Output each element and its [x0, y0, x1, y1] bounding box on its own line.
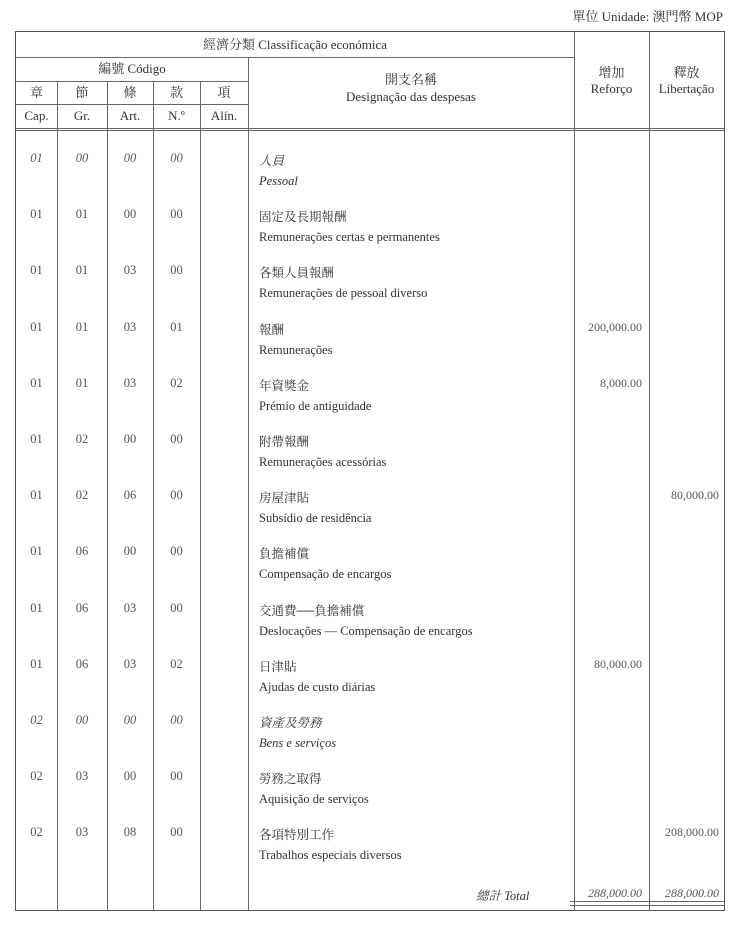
- code-art: 03: [123, 320, 137, 334]
- code-cap: 01: [30, 376, 43, 390]
- designation-zh: 負擔補償: [259, 547, 310, 561]
- code-gr: 00: [75, 713, 89, 727]
- designation-zh: 資產及勞務: [259, 716, 322, 730]
- code-gr: 06: [75, 657, 89, 671]
- code-gr: 01: [75, 376, 89, 390]
- designation-pt: Prémio de antiguidade: [259, 399, 372, 413]
- designation-pt: Remunerações acessórias: [259, 455, 387, 469]
- code-gr: 02: [75, 432, 89, 446]
- code-n: 00: [170, 263, 183, 277]
- col-n-pt: N.º: [168, 108, 185, 123]
- amount-libertacao: 208,000.00: [665, 825, 719, 839]
- code-n: 02: [170, 376, 183, 390]
- code-cap: 01: [30, 601, 43, 615]
- designation-zh: 附帶報酬: [259, 435, 310, 449]
- designation-zh: 人員: [259, 154, 285, 168]
- designation: [259, 320, 333, 358]
- designation: [259, 207, 440, 245]
- designation-header-pt: Designação das despesas: [346, 89, 476, 104]
- designation-zh: 報酬: [259, 323, 285, 337]
- code-art: 00: [123, 713, 137, 727]
- code-cap: 02: [30, 769, 43, 783]
- code-cap: 01: [30, 320, 43, 334]
- classification-header: 經濟分類 Classificação económica: [202, 37, 388, 52]
- designation-pt: Pessoal: [259, 174, 298, 188]
- code-art: 03: [123, 376, 137, 390]
- code-n: 01: [170, 320, 183, 334]
- code-cap: 01: [30, 432, 43, 446]
- designation-zh: 固定及長期報酬: [259, 210, 347, 224]
- designation: [259, 657, 375, 695]
- code-gr: 01: [75, 263, 89, 277]
- code-art: 00: [123, 544, 137, 558]
- designation-zh: 各項特別工作: [259, 828, 335, 842]
- code-art: 00: [123, 769, 137, 783]
- libertacao-header-pt: Libertação: [658, 81, 715, 96]
- code-n: 00: [170, 151, 183, 165]
- designation-zh: 勞務之取得: [259, 772, 322, 786]
- designation: [259, 432, 386, 470]
- code-gr: 03: [75, 769, 89, 783]
- code-art: 03: [123, 263, 137, 277]
- designation: [259, 601, 473, 639]
- amount-reforco: 80,000.00: [594, 657, 642, 671]
- code-gr: 06: [75, 544, 89, 558]
- designation-zh: 各類人員報酬: [259, 266, 335, 280]
- total-libertacao: 288,000.00: [665, 886, 719, 900]
- designation-pt: Compensação de encargos: [259, 567, 392, 581]
- code-n: 00: [170, 488, 183, 502]
- designation: [259, 713, 336, 751]
- col-art-pt: Art.: [119, 108, 141, 123]
- designation: [259, 825, 402, 863]
- code-n: 00: [170, 601, 183, 615]
- code-gr: 01: [75, 320, 89, 334]
- designation: [259, 376, 371, 414]
- code-header: 編號 Código: [98, 61, 166, 76]
- code-cap: 01: [30, 207, 43, 221]
- designation: [259, 151, 298, 189]
- col-n-zh: 款: [169, 85, 183, 100]
- designation-pt: Deslocações — Compensação de encargos: [259, 624, 473, 638]
- unit-label: 單位 Unidade: 澳門幣 MOP: [572, 9, 723, 24]
- col-alin-pt: Alín.: [210, 108, 238, 123]
- code-art: 03: [123, 657, 137, 671]
- code-gr: 01: [75, 207, 89, 221]
- code-cap: 01: [30, 151, 43, 165]
- designation-pt: Ajudas de custo diárias: [259, 680, 376, 694]
- amount-libertacao: 80,000.00: [671, 488, 719, 502]
- code-cap: 02: [30, 713, 43, 727]
- col-cap-pt: Cap.: [24, 108, 49, 123]
- code-n: 02: [170, 657, 183, 671]
- reforco-header-zh: 增加: [598, 65, 625, 80]
- code-cap: 02: [30, 825, 43, 839]
- code-gr: 02: [75, 488, 89, 502]
- designation: [259, 488, 371, 526]
- code-n: 00: [170, 432, 183, 446]
- code-n: 00: [170, 769, 183, 783]
- designation-zh: 年資獎金: [259, 379, 310, 393]
- code-n: 00: [170, 713, 183, 727]
- designation-pt: Subsídio de residência: [259, 511, 372, 525]
- code-art: 00: [123, 151, 137, 165]
- col-art-zh: 條: [123, 85, 137, 100]
- col-gr-pt: Gr.: [73, 108, 91, 123]
- designation-zh: 房屋津貼: [259, 491, 310, 505]
- designation-pt: Bens e serviços: [259, 736, 337, 750]
- code-art: 08: [123, 825, 137, 839]
- designation-pt: Remunerações: [259, 343, 333, 357]
- total-reforco: 288,000.00: [588, 886, 642, 900]
- code-cap: 01: [30, 488, 43, 502]
- code-gr: 00: [75, 151, 89, 165]
- designation-pt: Aquisição de serviços: [259, 792, 369, 806]
- designation-zh: 日津貼: [259, 660, 297, 674]
- code-gr: 03: [75, 825, 89, 839]
- amount-reforco: 200,000.00: [588, 320, 642, 334]
- designation: [259, 263, 427, 301]
- col-gr-zh: 節: [75, 85, 89, 100]
- code-n: 00: [170, 207, 183, 221]
- designation-pt: Remunerações de pessoal diverso: [259, 286, 428, 300]
- code-cap: 01: [30, 263, 43, 277]
- designation: [259, 544, 391, 582]
- code-art: 00: [123, 207, 137, 221]
- designation-header-zh: 開支名稱: [384, 72, 437, 87]
- reforco-header-pt: Reforço: [590, 81, 633, 96]
- code-art: 06: [123, 488, 137, 502]
- code-gr: 06: [75, 601, 89, 615]
- col-alin-zh: 項: [217, 85, 231, 100]
- designation-pt: Trabalhos especiais diversos: [259, 848, 402, 862]
- amount-reforco: 8,000.00: [600, 376, 642, 390]
- code-n: 00: [170, 825, 183, 839]
- budget-table: [15, 31, 725, 911]
- col-cap-zh: 章: [29, 85, 43, 100]
- code-art: 03: [123, 601, 137, 615]
- code-art: 00: [123, 432, 137, 446]
- designation-zh: 交通費──負擔補償: [259, 604, 365, 618]
- code-n: 00: [170, 544, 183, 558]
- code-cap: 01: [30, 657, 43, 671]
- code-cap: 01: [30, 544, 43, 558]
- designation: [259, 769, 369, 807]
- total-label: 總計 Total: [476, 889, 530, 903]
- designation-pt: Remunerações certas e permanentes: [259, 230, 440, 244]
- libertacao-header-zh: 釋放: [673, 65, 700, 80]
